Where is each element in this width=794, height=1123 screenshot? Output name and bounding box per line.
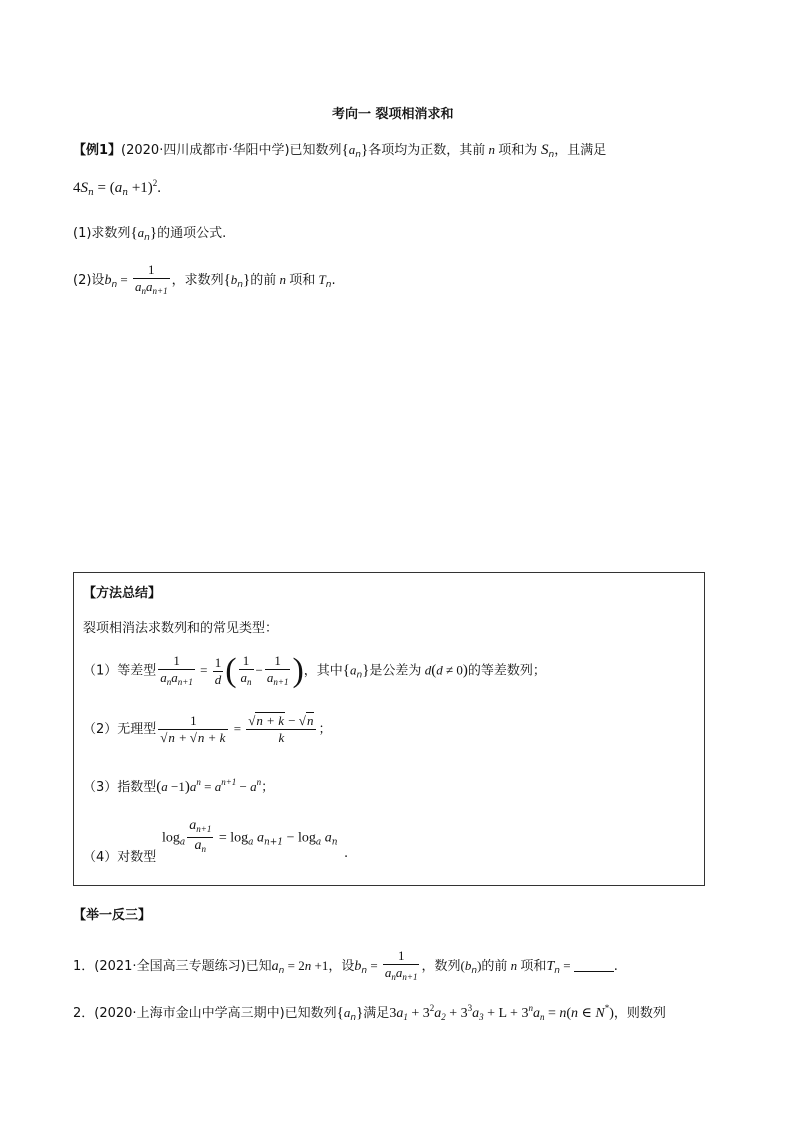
method-item-4-label: （4）对数型 [83, 850, 157, 865]
answer-blank [574, 959, 614, 972]
fraction-bn: $\frac{1}{a_na_{n+1}}$ [135, 262, 168, 296]
example-part-2: (2)设$b_n$ = $\frac{1}{a_na_{n+1}}$ ，求数列$\{b_n\}$的前 n 项和 $T_n$. [73, 262, 336, 299]
method-intro: 裂项相消法求数列和的常见类型： [83, 621, 279, 636]
example-condition-formula: $4S_n = (a_n +1)^2$. [73, 178, 162, 198]
method-item-4-end: . [344, 846, 349, 861]
method-item-2: （2）无理型 $\frac{1}{√n + √n + k}$ = $\frac{√n + k - √n}{k}$ ； [83, 713, 332, 745]
example-1-statement: 【例1】(2020·四川成都市·华阳中学)已知数列$\{a_n\}$各项均为正数，其前 n 项和为 $S_n$，且满足 [73, 142, 607, 160]
method-item-1: （1）等差型 $\frac{1}{a_na_{n+1}}$ = $\frac{1}{d}$ ( $\frac{1}{a_n}$ − $\frac{1}{a_{n+1}}$ )，其中$\{a_n\}$是公差为 d(d ≠ 0)的等差数列； [83, 652, 546, 689]
method-item-4-formula: $\log_a$ $\frac{a_{n+1}}{a_n}$ = $\log_a a_{n+1} - \log_a a_n$ [162, 818, 338, 854]
example-source: (2020·四川成都市·华阳中学) [121, 143, 290, 158]
example-label: 【例1】 [73, 143, 122, 158]
example-part-1: (1)求数列$\{a_n\}$的通项公式. [73, 225, 227, 243]
method-title: 【方法总结】 [83, 586, 162, 601]
section-title: 考向一 裂项相消求和 [332, 107, 454, 122]
practice-question-1: 1．(2021·全国高三专题练习)已知$a_n = 2n +1$，设$b_n$ = $\frac{1}{a_na_{n+1}}$ ，数列$(b_n)$的前 n 项和$T_n$ = . [73, 948, 618, 982]
method-item-3: （3）指数型$(a -1)a^n = a^{n+1} - a^n$； [83, 777, 275, 795]
practice-question-2: 2．(2020·上海市金山中学高三期中)已知数列$\{a_n\}$满足$3a_1 + 3^2a_2 + 3^3a_3 + L + 3^na_n = n(n$ ∈ N*)，则数列 [73, 1003, 666, 1023]
practice-title: 【举一反三】 [73, 908, 152, 923]
